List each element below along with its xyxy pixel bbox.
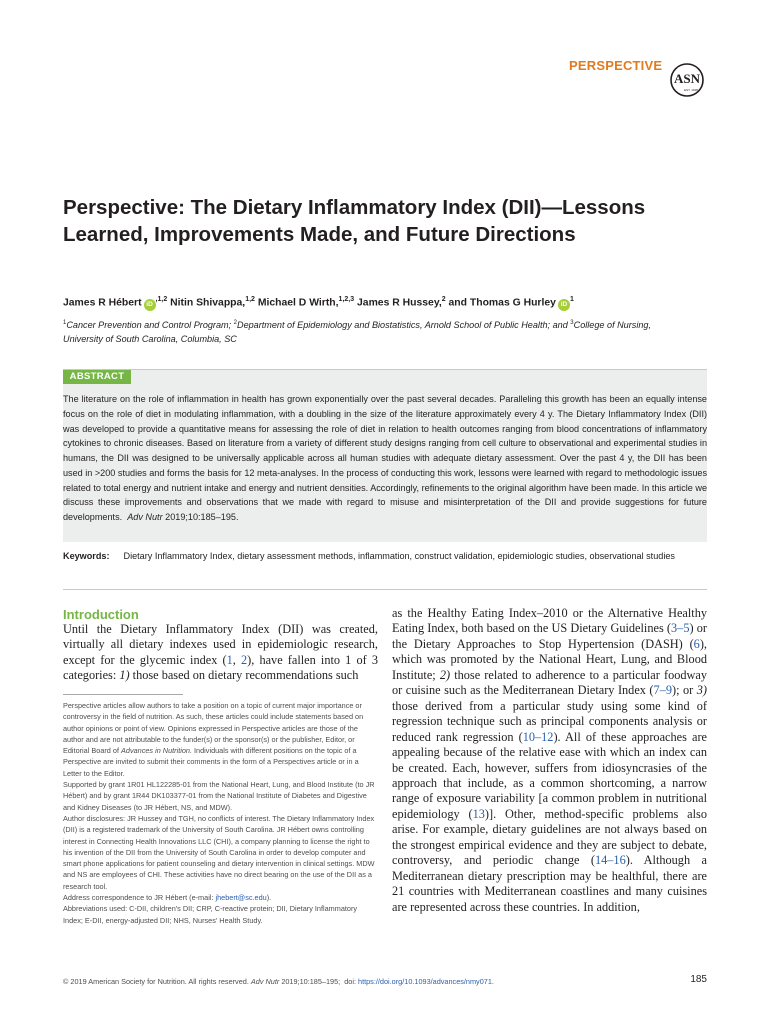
body-text: ). All of these approaches are appealing because of the relative ease with which an index can be created. Each, however, suffers from idiosyncrasies of the approach that include, as a common shortcoming, a narrow range of exposure variability [a common problem in nutritional epidemiology ( xyxy=(392,729,707,821)
affiliation-number: 1 xyxy=(63,320,67,326)
article-type-label: PERSPECTIVE xyxy=(569,58,663,73)
asn-logo-subtext: EST. 1928 xyxy=(684,88,698,92)
author-name: Nitin Shivappa, xyxy=(170,297,246,309)
author-affiliation-marker: 1 xyxy=(569,296,574,303)
abstract-citation-journal: Adv Nutr xyxy=(127,512,163,522)
reference-link[interactable]: 13 xyxy=(472,806,485,821)
reference-link[interactable]: 7–9 xyxy=(653,683,672,698)
abstract-citation: 2019;10:185–195. xyxy=(165,512,239,522)
affiliation-1: Cancer Prevention and Control Program; xyxy=(66,320,232,331)
footer-citation: 2019;10:185–195; xyxy=(281,977,341,986)
body-text: as the Healthy Eating Index–2010 or the Alternative Healthy Eating Index, both based on the US Dietary Guidelines ( xyxy=(392,606,707,636)
footnote xyxy=(63,700,378,779)
body-text: ). Although a Mediterranean dietary prescription may be healthful, there are 21 countries with Mediterranean coastlines and many cuisines are represented across these countries. In addition, xyxy=(392,853,707,914)
reference-link[interactable]: 6 xyxy=(693,636,700,651)
body-text: Until the Dietary Inflammatory Index (DII) was created, virtually all dietary indexes used in epidemiologic research, except for the glycemic index ( xyxy=(63,622,378,667)
doi-link[interactable]: https://doi.org/10.1093/advances/nmy071 xyxy=(358,977,492,986)
affiliations xyxy=(63,316,713,346)
orcid-icon[interactable]: iD xyxy=(144,299,156,311)
page-footer xyxy=(63,977,643,986)
reference-link[interactable]: 14–16 xyxy=(594,853,626,868)
intro-heading: Introduction xyxy=(63,607,139,622)
asn-logo-text: ASN xyxy=(673,71,701,86)
body-text: ); or xyxy=(672,683,697,698)
email-link[interactable]: jhebert@sc.edu xyxy=(215,893,267,903)
copyright-text: © 2019 American Society for Nutrition. All rights reserved. xyxy=(63,977,249,986)
footnote: Supported by grant 1R01 HL122285-01 from the National Heart, Lung, and Blood Institute (to JR Hébert) and by grant 1R44 DK103377-01 from the National Institute of Diabetes and Digestive and Kidney Diseases (to JR Hébert, NS, and MDW). xyxy=(63,780,375,812)
affiliation-institution: University of South Carolina, Columbia, SC xyxy=(63,334,237,345)
affiliation-number: 2 xyxy=(233,320,237,326)
footnote: Abbreviations used: C-DII, children's DII; CRP, C-reactive protein; DII, Dietary Inflammatory Index; E-DII, energy-adjusted DII; NHS, Nurses' Health Study. xyxy=(63,904,358,925)
body-text: those related to adherence to a particular foodway or cuisine such as the Mediterranean Dietary Index ( xyxy=(392,667,707,698)
footnote-journal: Advances in Nutrition. xyxy=(121,746,192,756)
article-title: Perspective: The Dietary Inflammatory Index (DII)—Lessons Learned, Improvements Made, and Future Directions xyxy=(63,196,646,246)
body-text: ), have fallen into 1 of 3 categories: xyxy=(63,652,378,683)
list-marker: 3) xyxy=(696,683,708,698)
doi-label: doi: xyxy=(344,977,356,986)
abstract-body: The literature on the role of inflammation in health has grown exponentially over the past several decades. Paralleling this growth has been an equally intense focus on the role of diet in modulating inflammation, with a doubling in the size of the literature approximately every 4 y. The Dietary Inflammatory Index (DII) was developed to provide a quantitative means for assessing the role of diet in relation to health outcomes ranging from blood concentrations of inflammatory cytokines to chronic diseases. Based on literature from a variety of different study designs ranging from cell culture to observational and experimental studies in humans, the DII was designed to be universally applicable across all human studies with adequate dietary assessment. Over the past 4 y, the DII has been used in >200 studies and forms the basis for 12 meta-analyses. In the process of conducting this work, lessons were learned with regard to methodologic issues related to total energy and nutrient intake and energy and nutrient densities. Accordingly, refinements to the original algorithm have been made. In this article we discuss these improvements and observations that we made with regard to misuse and misinterpretation of the DII and provide suggestions for future developments. xyxy=(63,394,707,522)
footnote: Author disclosures: JR Hussey and TGH, no conflicts of interest. The Dietary Inflammatory Index (DII) is a registered trademark of the University of South Carolina. JR Hébert owns controlling interest in Connecting Health Innovations LLC (CHI), a company planning to license the right to his invention of the DII from the University of South Carolina in order to develop computer and smart phone applications for patient counseling and dietary intervention in clinical settings. MDW and NS are employees of CHI. These activities have no direct bearing on the use of the DII as a research tool. xyxy=(63,813,375,891)
keywords-label: Keywords: xyxy=(63,551,110,561)
author-affiliation-marker: 1,2,3 xyxy=(338,296,355,303)
body-text: those derived from a particular study using some kind of regression technique such as principal components analysis or reduced rank regression ( xyxy=(392,698,707,744)
author-affiliation-marker: 1,2 xyxy=(245,296,255,303)
author-name: James R Hussey, xyxy=(357,297,442,309)
affiliation-2: Department of Epidemiology and Biostatistics, Arnold School of Public Health; and xyxy=(237,320,568,331)
reference-link[interactable]: 1 xyxy=(226,652,233,667)
abstract-text xyxy=(63,392,707,525)
footer-journal: Adv Nutr xyxy=(250,977,280,986)
abstract-label: ABSTRACT xyxy=(63,370,131,384)
author-name: Michael D Wirth, xyxy=(257,297,339,309)
footnote-text: Perspective articles allow authors to take a position on a topic of current major importance or controversy in the field of nutrition. As such, these articles could include statements based on author opinions or point of view. Opinions expressed in Perspective articles are those of the author and are not attributable to the funder(s) or the sponsor(s) or the publisher, Editor, or Editorial Board of xyxy=(63,701,364,756)
list-marker: 2) xyxy=(439,667,451,682)
footnote-divider xyxy=(63,694,183,695)
asn-logo xyxy=(668,58,706,102)
body-text: )]. Other, method-specific problems also arise. For example, dietary guidelines are not always based on the strongest empirical evidence and they are subject to debate, controversy, and periodic change ( xyxy=(392,806,707,868)
author-name: and Thomas G Hurley xyxy=(448,297,556,309)
footnote-text: Individuals with different positions on the topic of a Perspective are invited to submit their comments in the form of a Perspectives article or in a Letter to the Editor. xyxy=(63,746,359,778)
footnote xyxy=(63,892,378,903)
body-text: ) or the Dietary Approaches to Stop Hypertension (DASH) ( xyxy=(392,621,707,651)
keywords xyxy=(63,549,707,564)
reference-link[interactable]: 10–12 xyxy=(522,729,554,744)
keywords-text: Dietary Inflammatory Index, dietary assessment methods, inflammation, construct validation, epidemiologic studies, observational studies xyxy=(123,551,675,561)
intro-left-column xyxy=(63,622,378,684)
body-text: , xyxy=(232,652,241,667)
author-list xyxy=(63,296,713,311)
intro-right-column xyxy=(392,606,707,915)
reference-link[interactable]: 3–5 xyxy=(671,621,690,636)
reference-link[interactable]: 2 xyxy=(240,652,248,667)
author-affiliation-marker: ,1,2 xyxy=(155,296,168,303)
affiliation-3: College of Nursing, xyxy=(573,320,651,331)
author-affiliation-marker: 2 xyxy=(441,296,446,303)
footnotes xyxy=(63,700,378,926)
section-divider xyxy=(63,589,707,590)
page-number: 185 xyxy=(690,974,707,985)
doi-end: . xyxy=(491,977,494,986)
body-text: ), which was promoted by the National Heart, Lung, and Blood Institute; xyxy=(392,636,707,682)
footnote-text: Address correspondence to JR Hébert (e-mail: xyxy=(63,893,214,903)
footnote-text: ). xyxy=(266,893,272,903)
author-name: James R Hébert xyxy=(63,297,142,309)
orcid-icon[interactable]: iD xyxy=(558,299,570,311)
affiliation-number: 3 xyxy=(570,320,574,326)
body-text: those based on dietary recommendations such xyxy=(129,668,359,683)
list-marker: 1) xyxy=(119,668,130,683)
